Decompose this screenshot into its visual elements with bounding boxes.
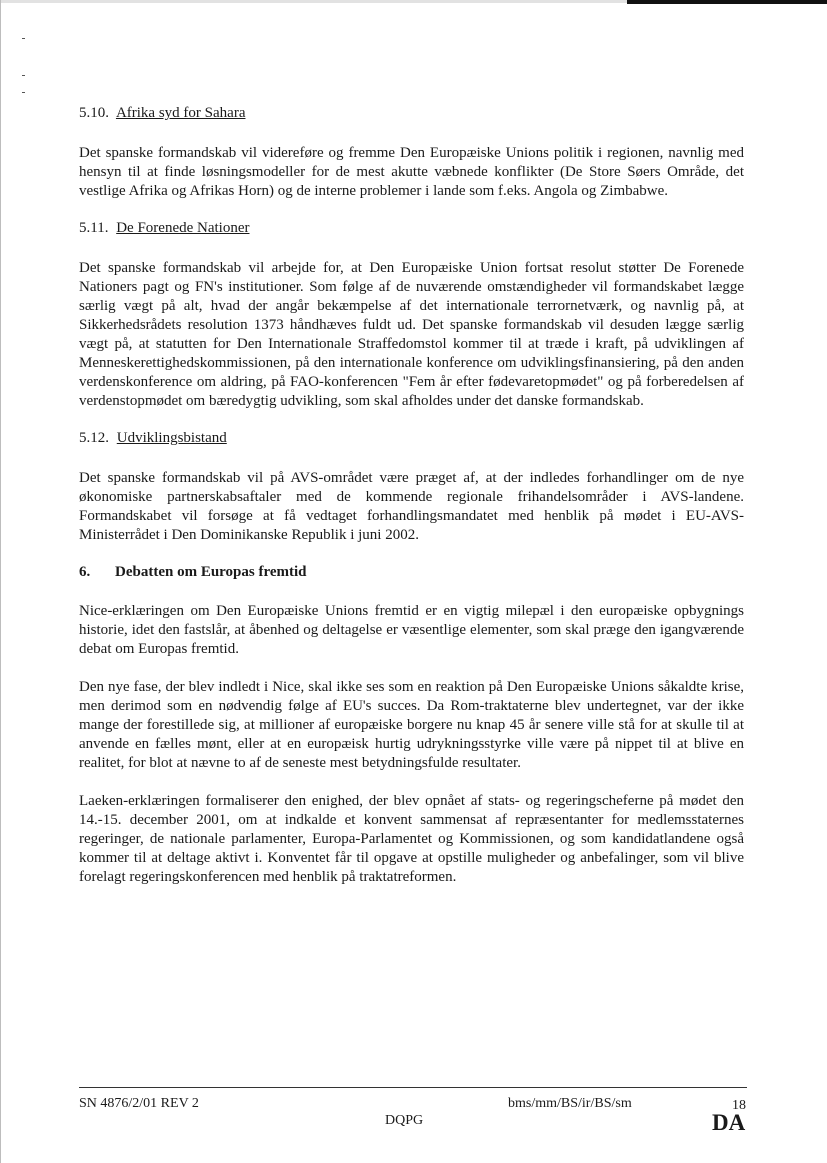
chapter-title: Debatten om Europas fremtid [115,564,307,580]
footer-directorate: DQPG [385,1113,424,1128]
section-heading-5-11 [79,219,744,238]
footer-page-number: 18 [732,1098,746,1113]
footer-author-code: bms/mm/BS/ir/BS/sm [508,1096,632,1111]
paragraph: Den nye fase, der blev indledt i Nice, skal ikke ses som en reaktion på Den Europæiske Unions såkaldte krise, men derimod som en nødvendig følge af EU's succes. Da Rom-traktaterne blev undertegnet, var der ikke mange der forestillede sig, at millioner af europæiske borgere nu knap 45 år senere ville stå for at skulle til at anvende en fælles mønt, eller at en europæisk hurtig udrykningsstyrke ville være på nippet til at blive en realitet, for blot at nævne to af de seneste mest betydningsfulde resultater. [79,679,744,771]
section-heading-5-10 [79,104,744,123]
section-number: 5.12. [79,430,109,446]
left-scan-edge [0,0,1,1163]
scan-mark [22,75,25,76]
section-title: De Forenede Nationer [116,220,250,236]
chapter-number: 6. [79,564,91,580]
section-number: 5.11. [79,220,109,236]
footer-language: DA [712,1110,746,1135]
footer-doc-ref: SN 4876/2/01 REV 2 [79,1096,199,1111]
scan-mark [22,92,25,93]
section-title: Afrika syd for Sahara [115,105,246,121]
paragraph: Det spanske formandskab vil arbejde for, at Den Europæiske Union fortsat resolut støtter De Forenede Nationers pagt og FN's institutioner. Som følge af de nuværende omstændigheder vil formandskabet lægge særlig vægt på alt, hvad der angår bekæmpelse af det internationale terrornetværk, og navnlig på, at Sikkerhedsrådets resolution 1373 håndhæves fuldt ud. Det spanske formandskab vil desuden lægge særlig vægt på, at statutten for Den Internationale Straffedomstol kommer til at træde i kraft, på udviklingen af Menneskerettighedskommissionen, på den internationale konference om udviklingsfinansiering, på den anden verdenskonference om aldring, på FAO-konferencen "Fem år efter fødevaretopmødet" og på forberedelsen af verdenstopmødet om bæredygtig udvikling, som skal afholdes under det danske formandskab. [79,260,744,409]
top-edge-dark-segment [627,0,827,4]
paragraph: Nice-erklæringen om Den Europæiske Unions fremtid er en vigtig milepæl i den europæiske opbygnings historie, idet den fastslår, at åbenhed og deltagelse er væsentlige elementer, som skal præge den igangværende debat om Europas fremtid. [79,603,744,657]
section-title: Udviklingsbistand [116,430,227,446]
top-edge-line [0,0,827,3]
paragraph: Laeken-erklæringen formaliserer den enighed, der blev opnået af stats- og regeringscheferne på mødet den 14.-15. december 2001, om at indkalde et konvent sammensat af repræsentanter for medlemsstaternes regeringer, de nationale parlamenter, Europa-Parlamentet og Kommissionen, og som kandidatlandene også kommer til at deltage aktivt i. Konventet får til opgave at opstille muligheder og anbefalinger, som vil blive forelagt regeringskonferencen med henblik på traktatreformen. [79,793,744,885]
chapter-heading [79,563,744,582]
scan-mark [22,38,25,39]
document-body [79,104,744,887]
section-number: 5.10. [79,105,109,121]
paragraph: Det spanske formandskab vil på AVS-området være præget af, at der indledes forhandlinger om de nye økonomiske partnerskabsaftaler med de kommende regionale frihandelsområder i AVS-landene. Formandskabet vil forsøge at få vedtaget forhandlingsmandatet med henblik på mødet i EU-AVS-Ministerrådet i Den Dominikanske Republik i juni 2002. [79,470,744,543]
section-heading-5-12 [79,429,744,448]
paragraph: Det spanske formandskab vil videreføre og fremme Den Europæiske Unions politik i regionen, navnlig med hensyn til at finde løsningsmodeller for de mest akutte væbnede konflikter (De Store Søers Område, det vestlige Afrika og Afrikas Horn) og de interne problemer i lande som f.eks. Angola og Zimbabwe. [79,145,744,199]
footer-rule [79,1087,747,1088]
